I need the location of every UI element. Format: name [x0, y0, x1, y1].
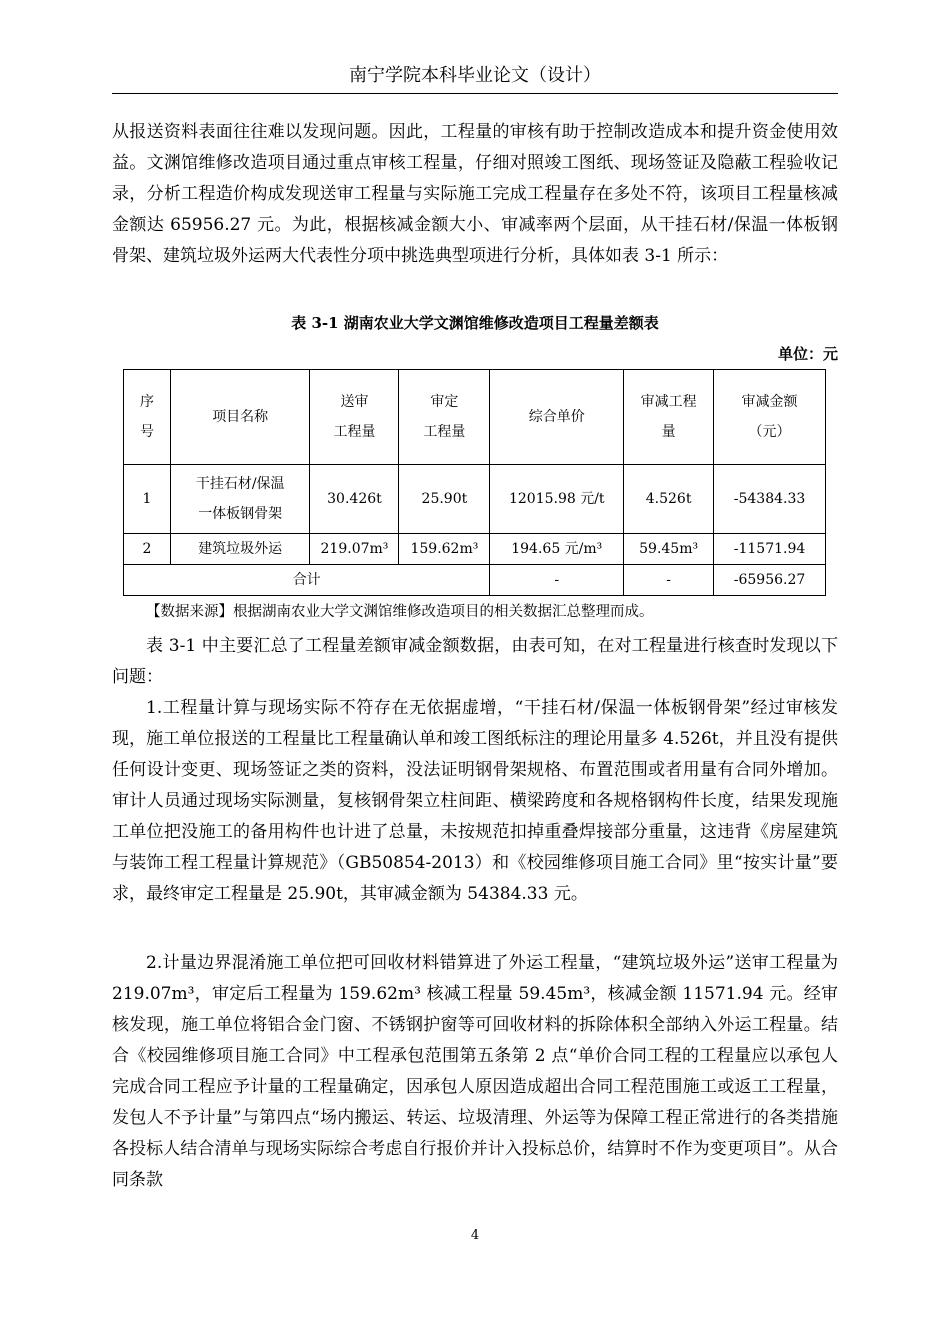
cell-seq: 2 — [124, 534, 171, 565]
table-unit: 单位：元 — [777, 345, 838, 363]
header-cell-reduced-amt: 审减金额 （元） — [714, 370, 826, 465]
paragraph-point-1: 1.工程量计算与现场实际不符存在无依据虚增，“干挂石材/保温一体板钢骨架”经过审核发现，施工单位报送的工程量比工程量确认单和竣工图纸标注的理论用量多 4.526t，并且没有提供任何设计变更、现场签证之类的资料，没法证明钢骨架规格、布置范围或者用量有合同外增加。审计人员通过现场实际测量，复核钢骨架立柱间距、横梁跨度和各规格钢构件长度，结果发现施工单位把没施工的备用构件也计进了总量，未按规范扣掉重叠焊接部分重量，这违背《房屋建筑与装饰工程工程量计算规范》（GB50854-2013）和《校园维修项目施工合同》里“按实计量”要求，最终审定工程量是 25.90t，其审减金额为 54384.33 元。 — [112, 698, 838, 904]
header-cell-name: 项目名称 — [170, 370, 310, 465]
cell-submitted: 30.426t — [310, 465, 399, 534]
paragraph-intro: 从报送资料表面往往难以发现问题。因此，工程量的审核有助于控制改造成本和提升资金使用效益。文渊馆维修改造项目通过重点审核工程量，仔细对照竣工图纸、现场签证及隐蔽工程验收记录，分析工程造价构成发现送审工程量与实际施工完成工程量存在多处不符，该项目工程量核减金额达 65956.27 元。为此，根据核减金额大小、审减率两个层面，从干挂石材/保温一体板钢骨架、建筑垃圾外运两大代表性分项中挑选典型项进行分析，具体如表 3-1 所示： — [112, 122, 838, 266]
cell-unit-price: 194.65 元/m³ — [490, 534, 624, 565]
data-table — [123, 369, 826, 596]
paragraph-point-2: 2.计量边界混淆施工单位把可回收材料错算进了外运工程量，“建筑垃圾外运”送审工程量为 219.07m³，审定后工程量为 159.62m³ 核减工程量 59.45m³，核减金额 11571.94 元。经审核发现，施工单位将铝合金门窗、不锈钢护窗等可回收材料的拆除体积全部纳入外运工程量。结合《校园维修项目施工合同》中工程承包范围第五条第 2 点“单价合同工程的工程量应以承包人完成合同工程应予计量的工程量确定，因承包人原因造成超出合同工程范围施工或返工工程量，发包人不予计量”与第四点“场内搬运、转运、垃圾清理、外运等为保障工程正常进行的各类措施各投标人结合清单与现场实际综合考虑自行报价并计入投标总价，结算时不作为变更项目”。从合同条款 — [112, 953, 844, 1190]
table-row — [124, 534, 826, 565]
cell-submitted: 219.07m³ — [310, 534, 399, 565]
cell-name: 干挂石材/保温 一体板钢骨架 — [170, 465, 310, 534]
cell-total-reduced-amt: -65956.27 — [714, 565, 826, 596]
table-row — [124, 465, 826, 534]
cell-total-unit-price: - — [490, 565, 624, 596]
table-header-row — [124, 370, 826, 465]
cell-reduced-qty: 59.45m³ — [624, 534, 714, 565]
table-total-row — [124, 565, 826, 596]
page-number: 4 — [470, 1228, 480, 1243]
cell-approved: 25.90t — [399, 465, 490, 534]
cell-name: 建筑垃圾外运 — [170, 534, 310, 565]
header-cell-seq: 序 号 — [124, 370, 171, 465]
header-cell-reduced-qty: 审减工程 量 — [624, 370, 714, 465]
cell-reduced-qty: 4.526t — [624, 465, 714, 534]
cell-total-label: 合计 — [124, 565, 490, 596]
cell-approved: 159.62m³ — [399, 534, 490, 565]
cell-reduced-amt: -11571.94 — [714, 534, 826, 565]
cell-seq: 1 — [124, 465, 171, 534]
header-cell-unit-price: 综合单价 — [490, 370, 624, 465]
cell-total-reduced-qty: - — [624, 565, 714, 596]
cell-unit-price: 12015.98 元/t — [490, 465, 624, 534]
table-caption: 表 3-1 湖南农业大学文渊馆维修改造项目工程量差额表 — [291, 314, 659, 332]
header-cell-approved: 审定 工程量 — [399, 370, 490, 465]
header-cell-submitted: 送审 工程量 — [310, 370, 399, 465]
header-rule — [112, 93, 838, 94]
paragraph-after-table: 表 3-1 中主要汇总了工程量差额审减金额数据，由表可知，在对工程量进行核查时发现以下问题： — [112, 636, 838, 687]
table-source-note: 【数据来源】根据湖南农业大学文渊馆维修改造项目的相关数据汇总整理而成。 — [146, 604, 654, 620]
page-header: 南宁学院本科毕业论文（设计） — [349, 65, 601, 86]
cell-reduced-amt: -54384.33 — [714, 465, 826, 534]
